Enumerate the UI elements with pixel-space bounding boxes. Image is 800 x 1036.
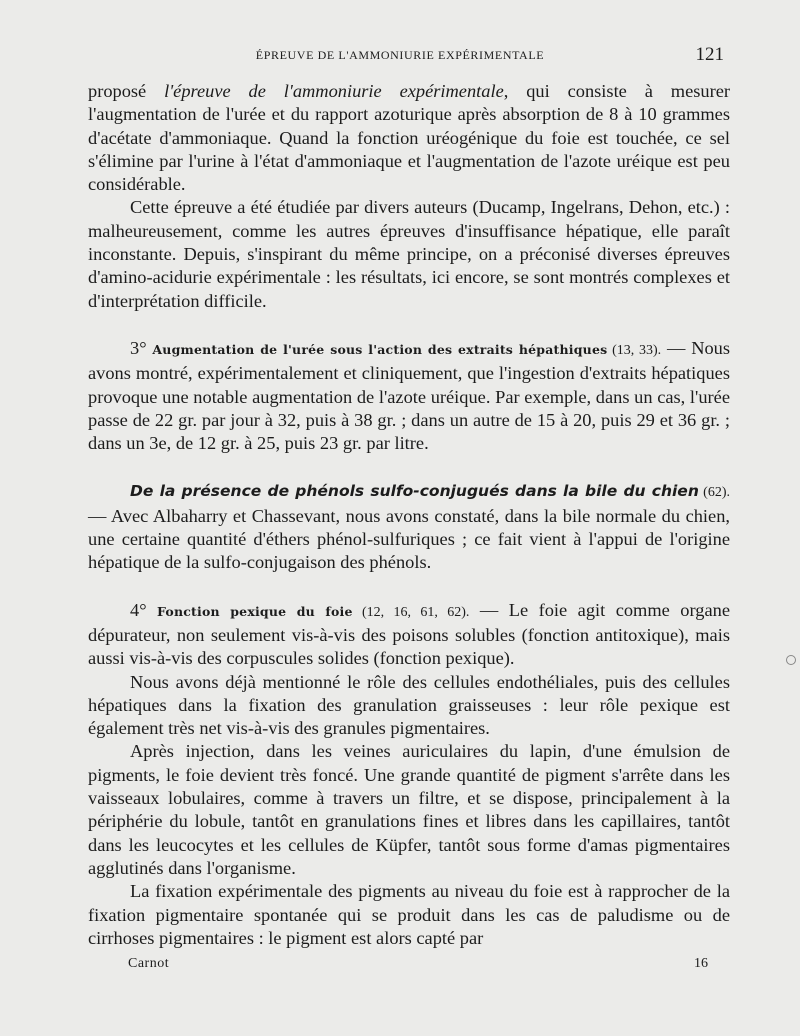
section-text: — Avec Albaharry et Chassevant, nous avons constaté, dans la bile normale du chien, une certaine quantité d'éthers phénol-sulfuriques ; ce fait vient à l'appui de l'origine hépatique de la sulfo-conjugaison des phénols. xyxy=(88,505,730,573)
section-text: — Nous avons montré, expérimentalement et cliniquement, que l'ingestion d'extraits hépatiques provoque une notable augmentation de l'azote uréique. Par exemple, dans un cas, l'urée passe de 22 gr. par jour à 32, puis à 38 gr. ; dans un autre de 15 à 20, puis 29 et 36 gr. ; dans un 3e, de 12 gr. à 25, puis 23 gr. par litre. xyxy=(88,337,731,454)
paragraph-text: proposé xyxy=(88,81,165,101)
margin-mark xyxy=(786,655,796,665)
paragraph: La fixation expérimentale des pigments au niveau du foie est à rapprocher de la fixation pigmentaire spontanée qui se produit dans les cas de paludisme ou de cirrhoses pigmentaires : le pigment est alors capté par xyxy=(88,881,730,948)
running-title: ÉPREUVE DE L'AMMONIURIE EXPÉRIMENTALE xyxy=(255,48,545,62)
page-body xyxy=(88,80,730,950)
section-references: (13, 33). xyxy=(607,342,662,358)
section-heading: Fonction pexique du foie xyxy=(157,603,353,619)
section-references: (62). xyxy=(698,485,730,501)
paragraph-continued xyxy=(88,80,730,196)
section-text: — Le foie agit comme organe dépurateur, non seulement vis-à-vis des poisons solubles (fonction antitoxique), mais aussi vis-à-vis des corpuscules solides (fonction pexique). xyxy=(88,599,731,669)
sheet-signature: 16 xyxy=(694,956,708,971)
paragraph: Nous avons déjà mentionné le rôle des cellules endothéliales, puis des cellules hépatiques dans la fixation des granulation graisseuses : leur rôle pexique est également très net vis-à-vis des granules pigmentaires. xyxy=(88,671,730,739)
section-number: 3° xyxy=(130,337,153,358)
paragraph: Cette épreuve a été étudiée par divers auteurs (Ducamp, Ingelrans, Dehon, etc.) : malheureusement, comme les autres épreuves d'insuffisance hépatique, elle paraît inconstante. Depuis, s'inspirant du même principe, on a préconisé diverses épreuves d'amino-acidurie expérimentale : les résultats, ici encore, se sont montrés complexes et d'interprétation difficile. xyxy=(88,197,730,311)
section-phenols xyxy=(88,479,730,574)
paragraph-text: , qui consiste à mesurer l'augmentation de l'urée et du rapport azoturique après absorption de 8 à 10 grammes d'acétate d'ammoniaque. Quand la fonction uréogénique du foie est touchée, ce sel s'élimine par l'urine à l'état d'ammoniaque et l'augmentation de l'azote uréique est peu considérable. xyxy=(88,81,730,195)
test-name-italic: l'épreuve de l'ammoniurie expérimentale xyxy=(164,81,504,101)
page-number: 121 xyxy=(695,44,724,65)
page-header xyxy=(0,44,800,68)
author-signature: Carnot xyxy=(128,956,170,971)
section-number: 4° xyxy=(130,599,158,620)
section-urea-extracts xyxy=(88,337,730,455)
paragraph: Après injection, dans les veines auriculaires du lapin, d'une émulsion de pigments, le foie devient très foncé. Une grande quantité de pigment s'arrête dans les vaisseaux lobulaires, comme à travers un filtre, et se dispose, principalement à la périphérie du lobule, tantôt en granulations fines et libres dans les capillaires, tantôt dans les leucocytes et les cellules de Küpfer, tantôt sous forme d'amas pigmentaires agglutinés dans l'organisme. xyxy=(88,741,730,878)
page-footer xyxy=(88,956,708,980)
section-pexic-function xyxy=(88,599,730,671)
section-heading: Augmentation de l'urée sous l'action des extraits hépathiques xyxy=(152,341,608,357)
section-references: (12, 16, 61, 62). xyxy=(352,604,470,620)
section-heading: De la présence de phénols sulfo-conjugués dans la bile du chien xyxy=(130,482,699,501)
